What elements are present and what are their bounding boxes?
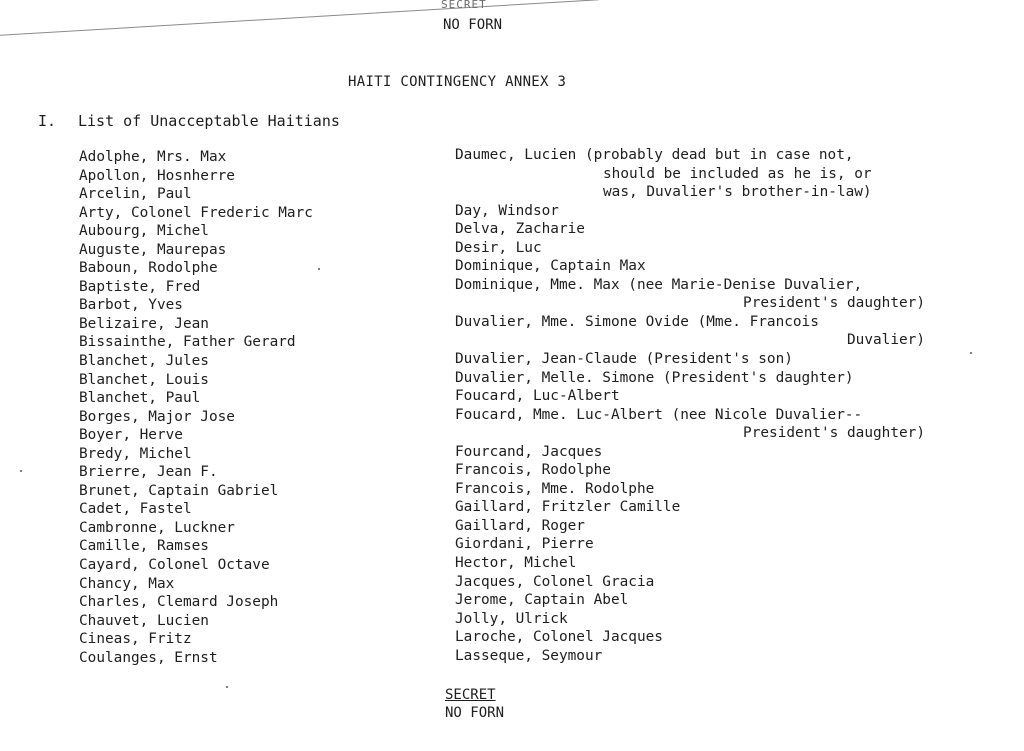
footer-classification: SECRET <box>445 687 496 703</box>
list-item: Duvalier, Melle. Simone (President's daughter) <box>455 369 854 386</box>
list-item: Desir, Luc <box>455 239 542 256</box>
list-item: Dominique, Mme. Max (nee Marie-Denise Duvalier, <box>455 276 863 293</box>
list-item: Charles, Clemard Joseph <box>79 594 279 611</box>
list-item: Foucard, Mme. Luc-Albert (nee Nicole Duvalier-- <box>455 406 863 423</box>
list-item: Jolly, Ulrick <box>455 610 568 627</box>
list-item: Delva, Zacharie <box>455 221 585 238</box>
list-item: Jacques, Colonel Gracia <box>455 573 655 590</box>
scan-speck <box>318 268 320 270</box>
list-item: Blanchet, Jules <box>79 353 209 370</box>
list-item: Borges, Major Jose <box>79 408 235 425</box>
list-item: Lasseque, Seymour <box>455 647 603 664</box>
header-noforn: NO FORN <box>443 17 503 33</box>
section-number: I. <box>38 112 57 130</box>
document-title: HAITI CONTINGENCY ANNEX 3 <box>348 74 567 90</box>
list-item: Belizaire, Jean <box>79 315 209 332</box>
list-item-continuation: was, Duvalier's brother-in-law) <box>603 184 872 201</box>
list-item: Blanchet, Paul <box>79 390 201 407</box>
list-item: Arty, Colonel Frederic Marc <box>79 204 313 221</box>
list-item: Barbot, Yves <box>79 297 183 314</box>
right-name-list <box>455 146 925 665</box>
list-item: Day, Windsor <box>455 202 559 219</box>
list-item: Blanchet, Louis <box>79 371 209 388</box>
list-item: Bredy, Michel <box>79 445 192 462</box>
list-item: Hector, Michel <box>455 555 577 572</box>
list-item: Cayard, Colonel Octave <box>79 557 270 574</box>
list-item: Cineas, Fritz <box>79 631 192 648</box>
list-item-continuation: President's daughter) <box>743 295 925 312</box>
list-item: Camille, Ramses <box>79 538 209 555</box>
list-item: Gaillard, Roger <box>455 517 585 534</box>
list-item: Chauvet, Lucien <box>79 612 209 629</box>
list-item: Duvalier, Mme. Simone Ovide (Mme. Francois <box>455 313 819 330</box>
list-item: Daumec, Lucien (probably dead but in case not, <box>455 147 854 163</box>
scan-speck <box>226 686 228 688</box>
list-item: Brunet, Captain Gabriel <box>79 482 279 499</box>
list-item-continuation: Duvalier) <box>847 332 925 349</box>
list-item: Baptiste, Fred <box>79 278 201 295</box>
list-item: Apollon, Hosnherre <box>79 167 235 184</box>
list-item: Duvalier, Jean-Claude (President's son) <box>455 351 793 368</box>
footer-noforn: NO FORN <box>445 705 505 721</box>
scan-speck <box>970 352 972 354</box>
list-item: Chancy, Max <box>79 575 175 592</box>
list-item: Laroche, Colonel Jacques <box>455 629 663 646</box>
page-edge-line <box>0 0 599 37</box>
list-item-continuation: President's daughter) <box>743 425 925 442</box>
list-item: Cadet, Fastel <box>79 501 192 518</box>
list-item: Boyer, Herve <box>79 427 183 444</box>
list-item: Cambronne, Luckner <box>79 519 235 536</box>
list-item: Baboun, Rodolphe <box>79 260 218 277</box>
list-item: Dominique, Captain Max <box>455 258 646 275</box>
list-item: Adolphe, Mrs. Max <box>79 149 227 165</box>
list-item: Jerome, Captain Abel <box>455 592 629 609</box>
list-item: Coulanges, Ernst <box>79 649 218 666</box>
list-item: Arcelin, Paul <box>79 186 192 203</box>
list-item: Aubourg, Michel <box>79 223 209 240</box>
list-item: Fourcand, Jacques <box>455 443 603 460</box>
list-item: Foucard, Luc-Albert <box>455 388 620 405</box>
list-item-continuation: should be included as he is, or <box>603 165 872 182</box>
section-title: List of Unacceptable Haitians <box>78 112 340 130</box>
list-item: Giordani, Pierre <box>455 536 594 553</box>
list-item: Brierre, Jean F. <box>79 464 218 481</box>
list-item: Francois, Mme. Rodolphe <box>455 480 655 497</box>
list-item: Gaillard, Fritzler Camille <box>455 499 681 516</box>
header-classification: SECRET <box>441 0 487 11</box>
scan-speck <box>20 470 22 472</box>
list-item: Francois, Rodolphe <box>455 462 611 479</box>
left-name-list <box>79 148 439 667</box>
list-item: Auguste, Maurepas <box>79 241 227 258</box>
list-item: Bissainthe, Father Gerard <box>79 334 296 351</box>
